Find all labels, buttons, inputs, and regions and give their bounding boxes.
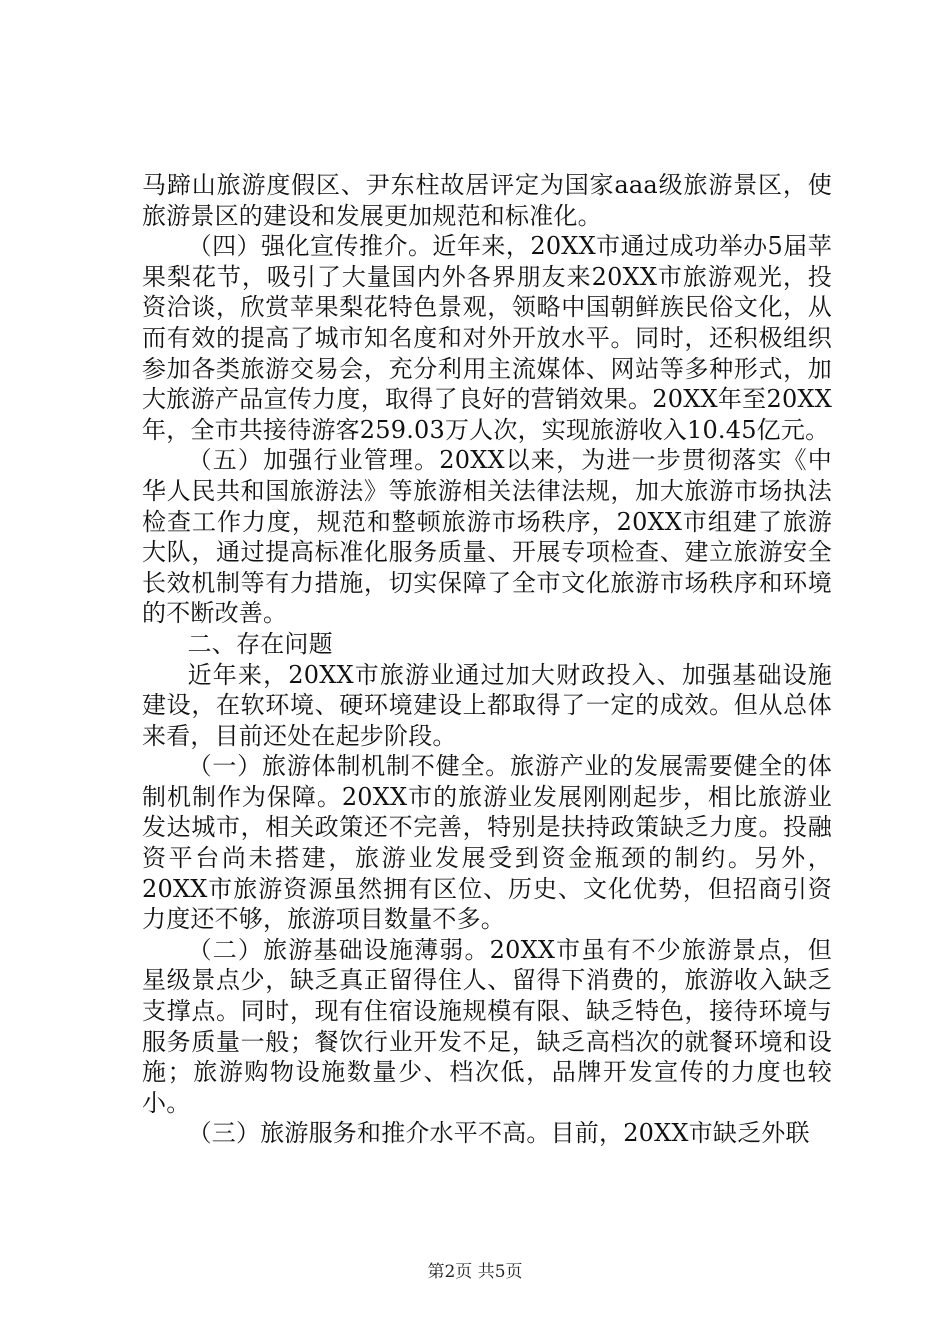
- paragraph-section-4: （四）强化宣传推介。近年来，20XX市通过成功举办5届苹果梨花节，吸引了大量国内外各界朋友来20XX市旅游观光，投资洽谈，欣赏苹果梨花特色景观，领略中国朝鲜族民俗文化，从而有效的提高了城市知名度和对外开放水平。同时，还积极组织参加各类旅游交易会，充分利用主流媒体、网站等多种形式，加大旅游产品宣传力度，取得了良好的营销效果。20XX年至20XX年，全市共接待游客259.03万人次，实现旅游收入10.45亿元。: [142, 232, 832, 444]
- paragraph-problem-1: （一）旅游体制机制不健全。旅游产业的发展需要健全的体制机制作为保障。20XX市的旅游业发展刚刚起步，相比旅游业发达城市，相关政策还不完善，特别是扶持政策缺乏力度。投融资平台尚未搭建，旅游业发展受到资金瓶颈的制约。另外，20XX市旅游资源虽然拥有区位、历史、文化优势，但招商引资力度还不够，旅游项目数量不多。: [142, 752, 832, 934]
- body-text: [142, 170, 832, 1149]
- paragraph-problem-2: （二）旅游基础设施薄弱。20XX市虽有不少旅游景点，但星级景点少，缺乏真正留得住人、留得下消费的，旅游收入缺乏支撑点。同时，现有住宿设施规模有限、缺乏特色，接待环境与服务质量一般；餐饮行业开发不足，缺乏高档次的就餐环境和设施；旅游购物设施数量少、档次低，品牌开发宣传的力度也较小。: [142, 935, 832, 1117]
- paragraph-problem-3: （三）旅游服务和推介水平不高。目前，20XX市缺乏外联: [187, 1119, 810, 1148]
- section-heading-problems: 二、存在问题: [187, 629, 333, 658]
- paragraph-section-5: （五）加强行业管理。20XX以来，为进一步贯彻落实《中华人民共和国旅游法》等旅游相关法律法规，加大旅游市场执法检查工作力度，规范和整顿旅游市场秩序，20XX市组建了旅游大队，通过提高标准化服务质量、开展专项检查、建立旅游安全长效机制等有力措施，切实保障了全市文化旅游市场秩序和环境的不断改善。: [142, 446, 832, 628]
- paragraph-continuation: 马蹄山旅游度假区、尹东柱故居评定为国家aaa级旅游景区，使旅游景区的建设和发展更加规范和标准化。: [142, 171, 832, 230]
- paragraph-problems-intro: 近年来，20XX市旅游业通过加大财政投入、加强基础设施建设，在软环境、硬环境建设上都取得了一定的成效。但从总体来看，目前还处在起步阶段。: [142, 660, 832, 750]
- page-number-footer: 第2页 共5页: [427, 1262, 523, 1282]
